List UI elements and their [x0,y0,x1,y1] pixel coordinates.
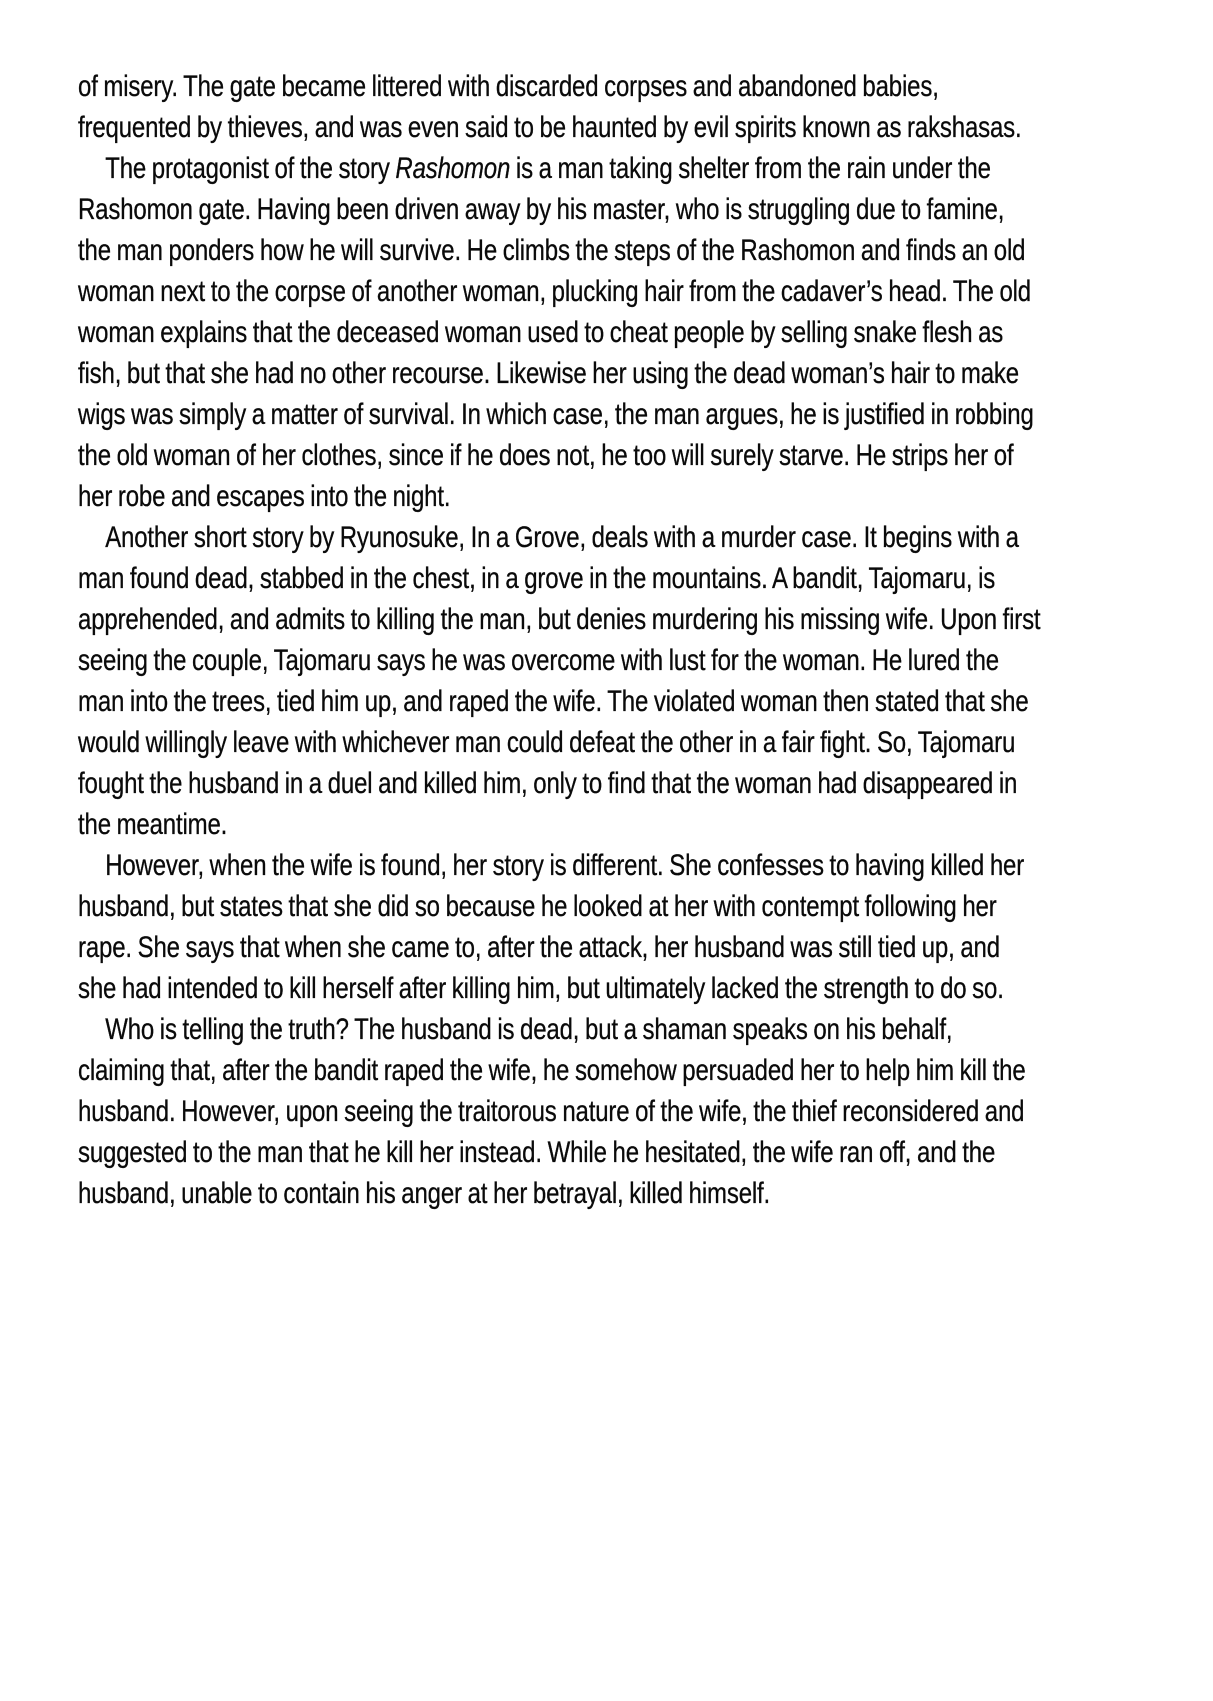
paragraph [78,66,1042,148]
paragraph [78,1009,1042,1214]
paragraph [78,517,1042,845]
paragraph [78,845,1042,1009]
document-body [78,66,1042,1214]
body-text: is a man taking shelter from the rain under the Rashomon gate. Having been driven away by his master, who is struggling due to famine, the man ponders how he will survive. He climbs the steps of the Rashomon and finds an old woman next to the corpse of another woman, plucking hair from the cadaver’s head. The old woman explains that the deceased woman used to cheat people by selling snake flesh as fish, but that she had no other recourse. Likewise her using the dead woman’s hair to make wigs was simply a matter of survival. In which case, the man argues, he is justified in robbing the old woman of her clothes, since if he does not, he too will surely starve. He strips her of her robe and escapes into the night. [78,152,1034,513]
body-text: Another short story by Ryunosuke, In a Grove, deals with a murder case. It begins with a man found dead, stabbed in the chest, in a grove in the mountains. A bandit, Tajomaru, is apprehended, and admits to killing the man, but denies murdering his missing wife. Upon first seeing the couple, Tajomaru says he was overcome with lust for the woman. He lured the man into the trees, tied him up, and raped the wife. The violated woman then stated that she would willingly leave with whichever man could defeat the other in a fair fight. So, Tajomaru fought the husband in a duel and killed him, only to find that the woman had disappeared in the meantime. [78,521,1041,841]
body-text: The protagonist of the story [105,152,396,185]
paragraph [78,148,1042,517]
italic-title-text: Rashomon [395,152,511,185]
body-text: Who is telling the truth? The husband is dead, but a shaman speaks on his behalf, claiming that, after the bandit raped the wife, he somehow persuaded her to help him kill the husband. However, upon seeing the traitorous nature of the wife, the thief reconsidered and suggested to the man that he kill her instead. While he hesitated, the wife ran off, and the husband, unable to contain his anger at her betrayal, killed himself. [78,1013,1026,1210]
body-text: of misery. The gate became littered with discarded corpses and abandoned babies, frequented by thieves, and was even said to be haunted by evil spirits known as rakshasas. [78,70,1022,144]
body-text: However, when the wife is found, her story is different. She confesses to having killed her husband, but states that she did so because he looked at her with contempt following her rape. She says that when she came to, after the attack, her husband was still tied up, and she had intended to kill herself after killing him, but ultimately lacked the strength to do so. [78,849,1025,1005]
